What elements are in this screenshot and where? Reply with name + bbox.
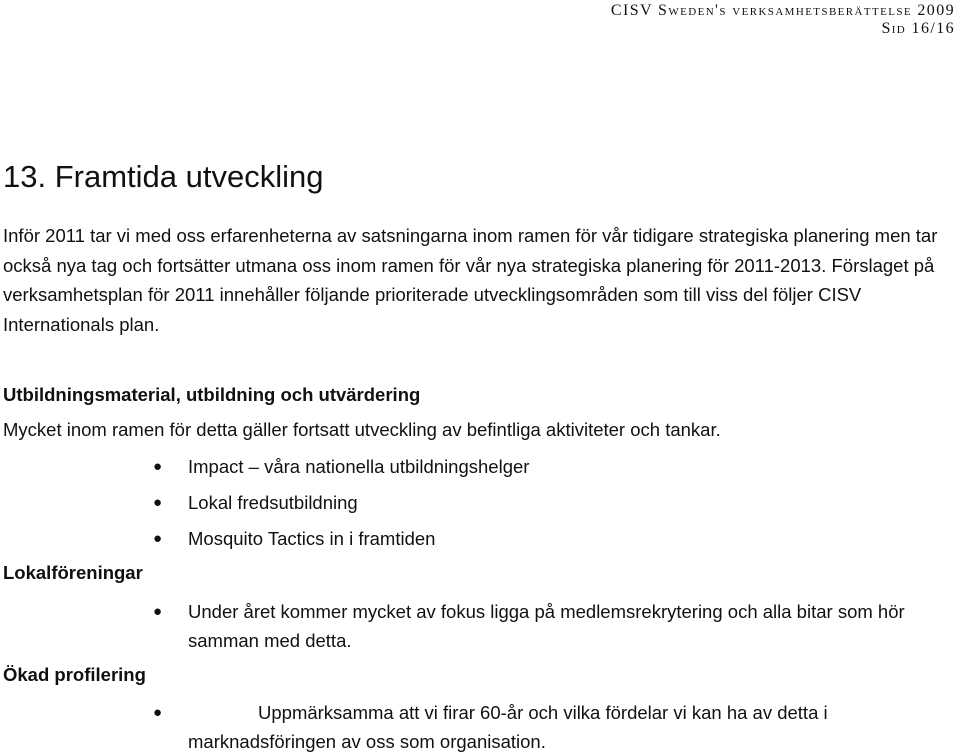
profile-heading: Ökad profilering [3, 664, 146, 685]
document-title: CISV Sweden's verksamhetsberättelse 2009 [610, 2, 955, 19]
list-item-text: Uppmärksamma att vi firar 60-år och vilka fördelar vi kan ha av detta i [258, 702, 828, 723]
section-title: 13. Framtida utveckling [3, 159, 324, 194]
education-heading: Utbildningsmaterial, utbildning och utvärdering [3, 384, 421, 405]
list-item-text: Impact – våra nationella utbildningshelger [188, 456, 530, 477]
page-header [611, 2, 955, 38]
local-heading: Lokalföreningar [3, 562, 143, 583]
list-item-text: Mosquito Tactics in i framtiden [188, 528, 436, 549]
page-number: Sid 16/16 [881, 20, 955, 37]
list-item-text: Under året kommer mycket av fokus ligga på medlemsrekrytering och alla bitar som hör samman med detta. [188, 601, 905, 651]
bullet-dot-icon: ● [153, 530, 163, 547]
bullet-dot-icon: ● [153, 458, 163, 475]
bullet-dot-icon: ● [153, 603, 163, 620]
list-item-text-continuation: marknadsföringen av oss som organisation. [188, 731, 546, 752]
bullet-dot-icon: ● [153, 704, 163, 721]
list-item-text: Lokal fredsutbildning [188, 492, 358, 513]
intro-paragraph: Inför 2011 tar vi med oss erfarenheterna av satsningarna inom ramen för vår tidigare strategiska planering men tar också nya tag och fortsätter utmana oss inom ramen för vår nya strategiska planering för 2011-2013. Förslaget på verksamhetsplan för 2011 innehåller följande prioriterade utvecklingsområden som till viss del följer CISV Internationals plan. [3, 225, 938, 335]
education-lead: Mycket inom ramen för detta gäller fortsatt utveckling av befintliga aktiviteter och tankar. [3, 419, 721, 440]
bullet-dot-icon: ● [153, 494, 163, 511]
